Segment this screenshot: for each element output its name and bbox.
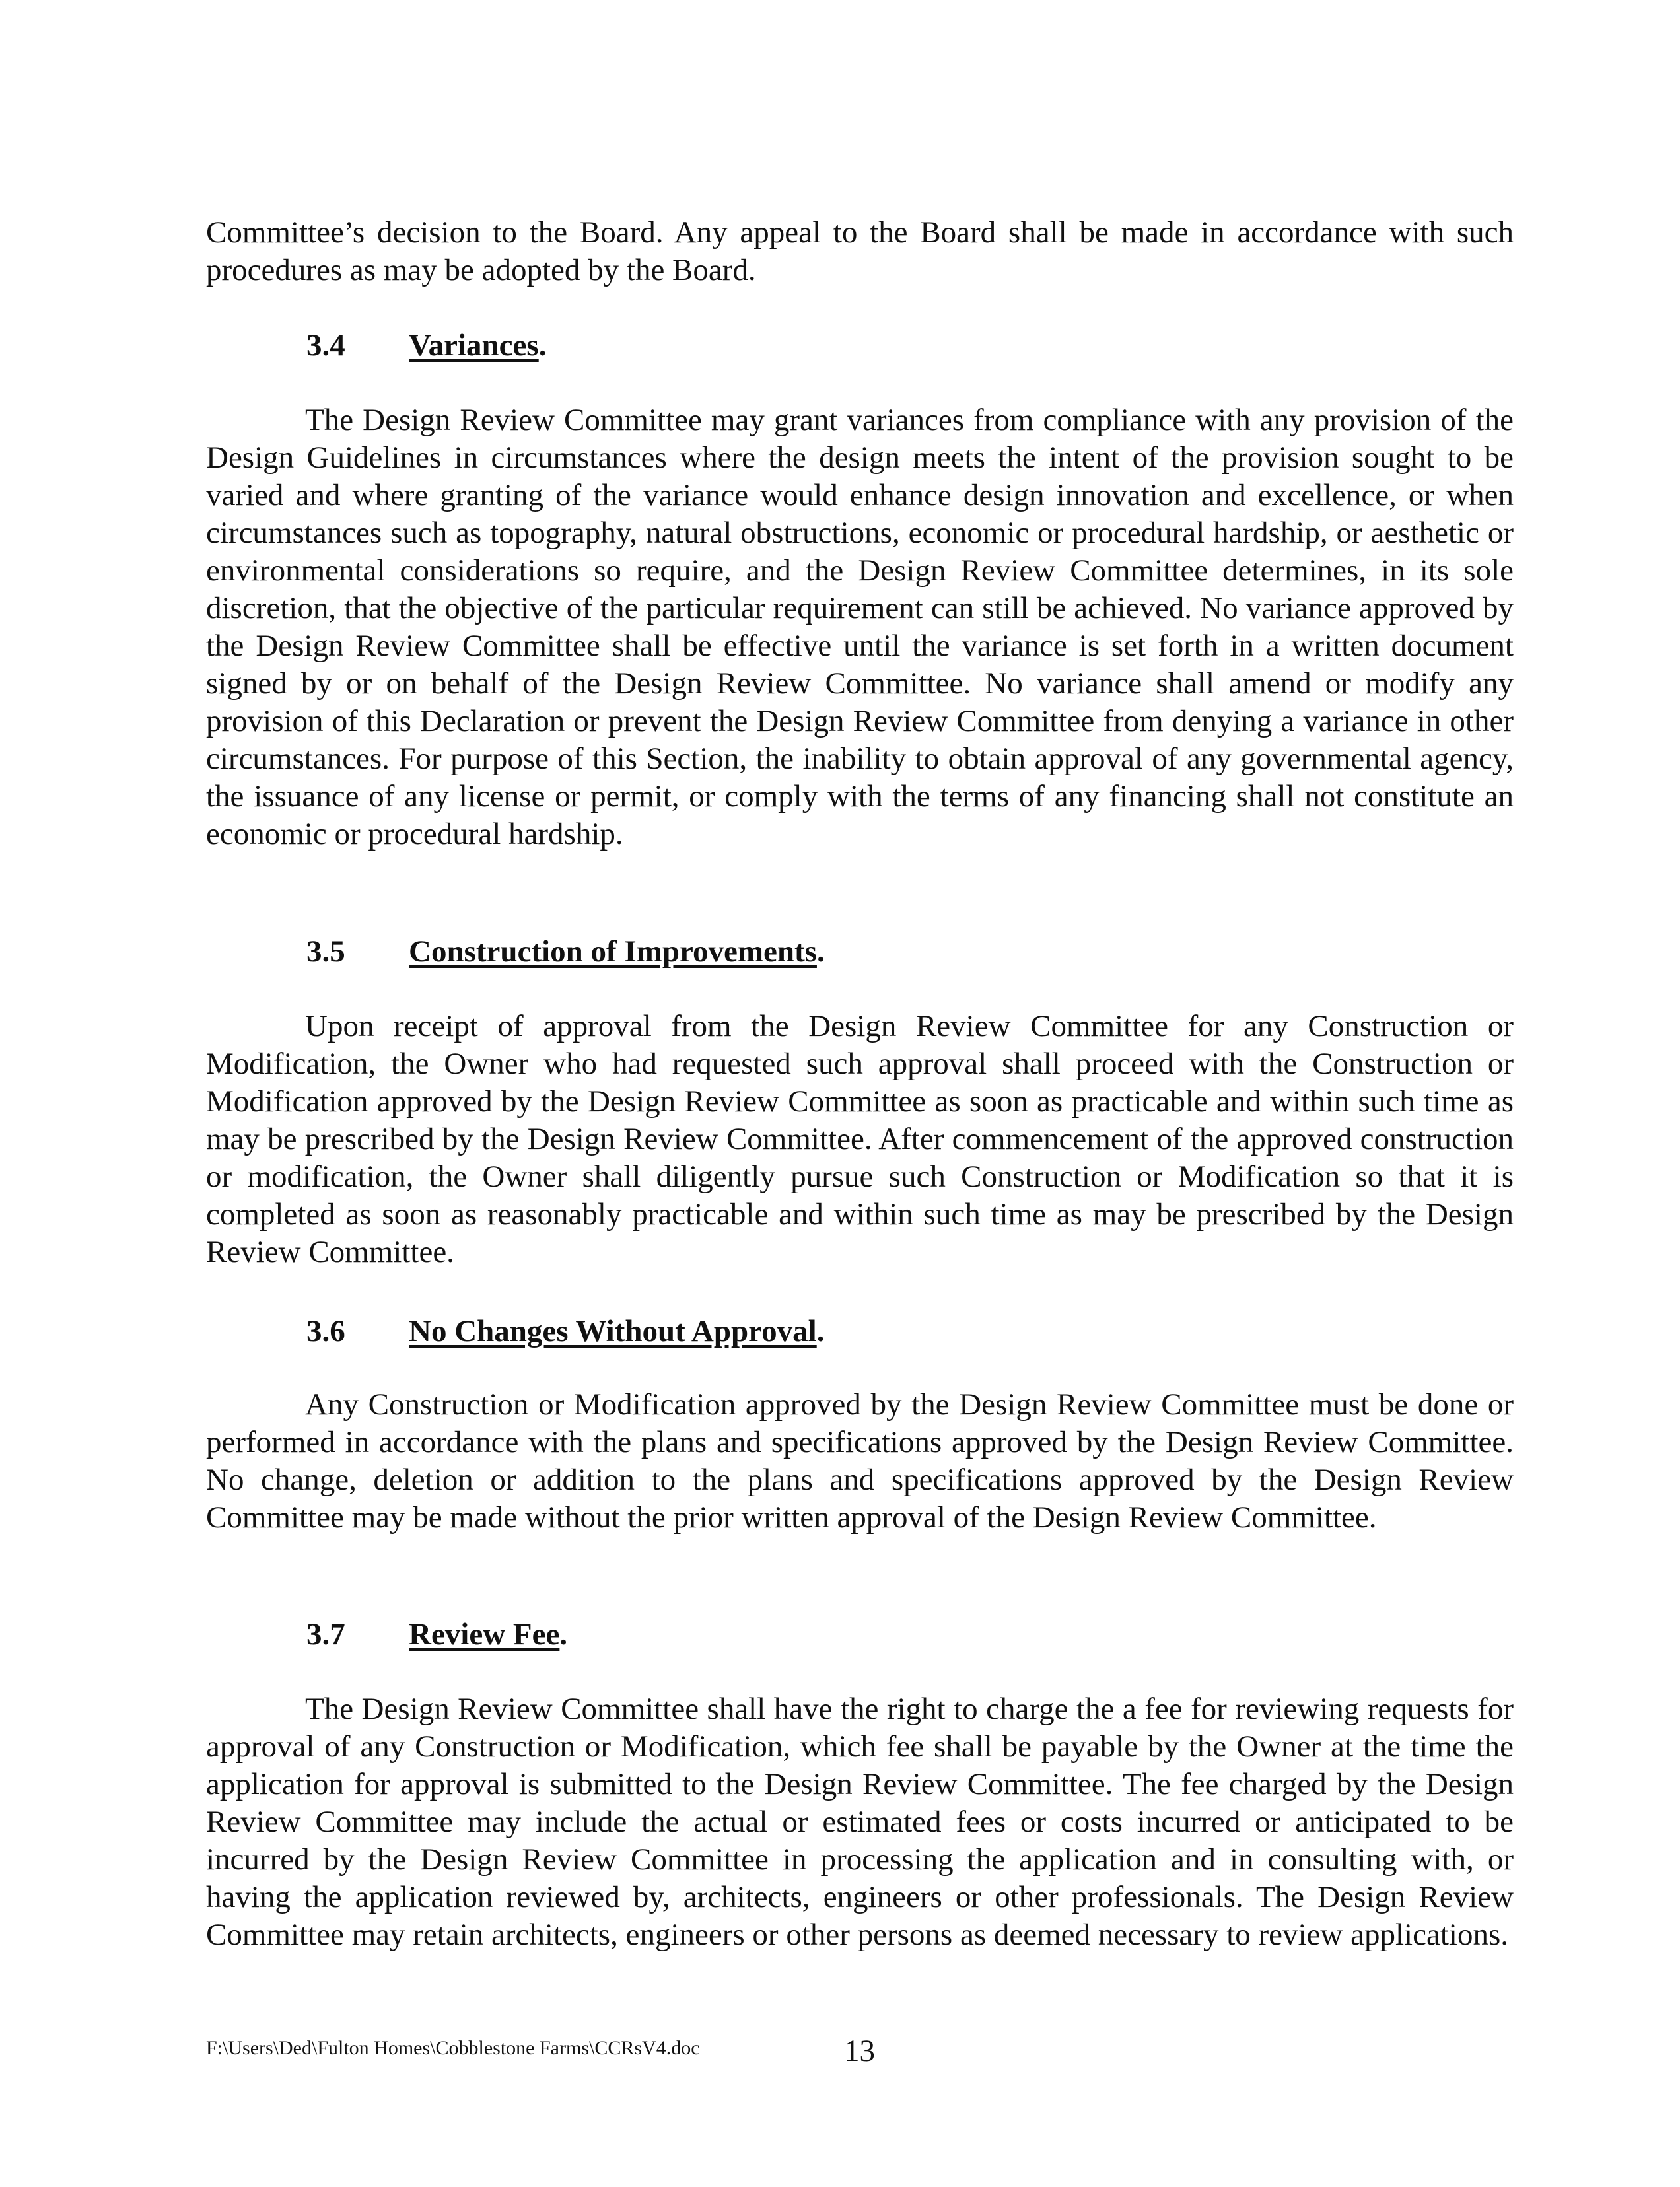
section-title: No Changes Without Approval xyxy=(409,1314,817,1348)
continuation-paragraph: Committee’s decision to the Board. Any appeal to the Board shall be made in accordance with such procedures as may be adopted by the Board. xyxy=(206,215,1514,287)
heading-period: . xyxy=(816,934,825,969)
section-heading-review-fee xyxy=(306,1616,567,1653)
section-number: 3.4 xyxy=(306,328,345,363)
heading-period: . xyxy=(559,1617,568,1651)
heading-period: . xyxy=(816,1314,825,1348)
footer-file-path: F:\Users\Ded\Fulton Homes\Cobblestone Farms\CCRsV4.doc xyxy=(206,2037,700,2059)
section-number: 3.5 xyxy=(306,934,345,969)
section-number: 3.6 xyxy=(306,1314,345,1348)
section-paragraph-variances: The Design Review Committee may grant variances from compliance with any provision of the Design Guidelines in circumstances where the design meets the intent of the provision sought to be varied and where granting of the variance would enhance design innovation and excellence, or when circumstances such as topography, natural obstructions, economic or procedural hardship, or aesthetic or environmental considerations so require, and the Design Review Committee determines, in its sole discretion, that the objective of the particular requirement can still be achieved. No variance approved by the Design Review Committee shall be effective until the variance is set forth in a written document signed by or on behalf of the Design Review Committee. No variance shall amend or modify any provision of this Declaration or prevent the Design Review Committee from denying a variance in other circumstances. For purpose of this Section, the inability to obtain approval of any governmental agency, the issuance of any license or permit, or comply with the terms of any financing shall not constitute an economic or procedural hardship. xyxy=(206,403,1514,851)
heading-period: . xyxy=(538,328,547,363)
section-title: Review Fee xyxy=(409,1617,560,1651)
section-title: Construction of Improvements xyxy=(409,934,817,969)
section-paragraph-construction: Upon receipt of approval from the Design Review Committee for any Construction or Modification, the Owner who had requested such approval shall proceed with the Construction or Modification approved by the Design Review Committee as soon as practicable and within such time as may be prescribed by the Design Review Committee. After commencement of the approved construction or modification, the Owner shall diligently pursue such Construction or Modification so that it is completed as soon as reasonably practicable and within such time as may be prescribed by the Design Review Committee. xyxy=(206,1009,1514,1269)
section-heading-variances xyxy=(306,327,546,364)
section-heading-construction xyxy=(306,933,825,971)
section-paragraph-no-changes: Any Construction or Modification approved by the Design Review Committee must be done or performed in accordance with the plans and specifications approved by the Design Review Committee. No change, deletion or addition to the plans and specifications approved by the Design Review Committee may be made without the prior written approval of the Design Review Committee. xyxy=(206,1387,1514,1535)
section-heading-no-changes xyxy=(306,1313,824,1350)
page-number: 13 xyxy=(844,2034,875,2068)
section-number: 3.7 xyxy=(306,1617,345,1651)
section-title: Variances xyxy=(409,328,539,363)
section-paragraph-review-fee: The Design Review Committee shall have the right to charge the a fee for reviewing requests for approval of any Construction or Modification, which fee shall be payable by the Owner at the time the application for approval is submitted to the Design Review Committee. The fee charged by the Design Review Committee may include the actual or estimated fees or costs incurred or anticipated to be incurred by the Design Review Committee in processing the application and in consulting with, or having the application reviewed by, architects, engineers or other professionals. The Design Review Committee may retain architects, engineers or other persons as deemed necessary to review applications. xyxy=(206,1692,1514,1952)
